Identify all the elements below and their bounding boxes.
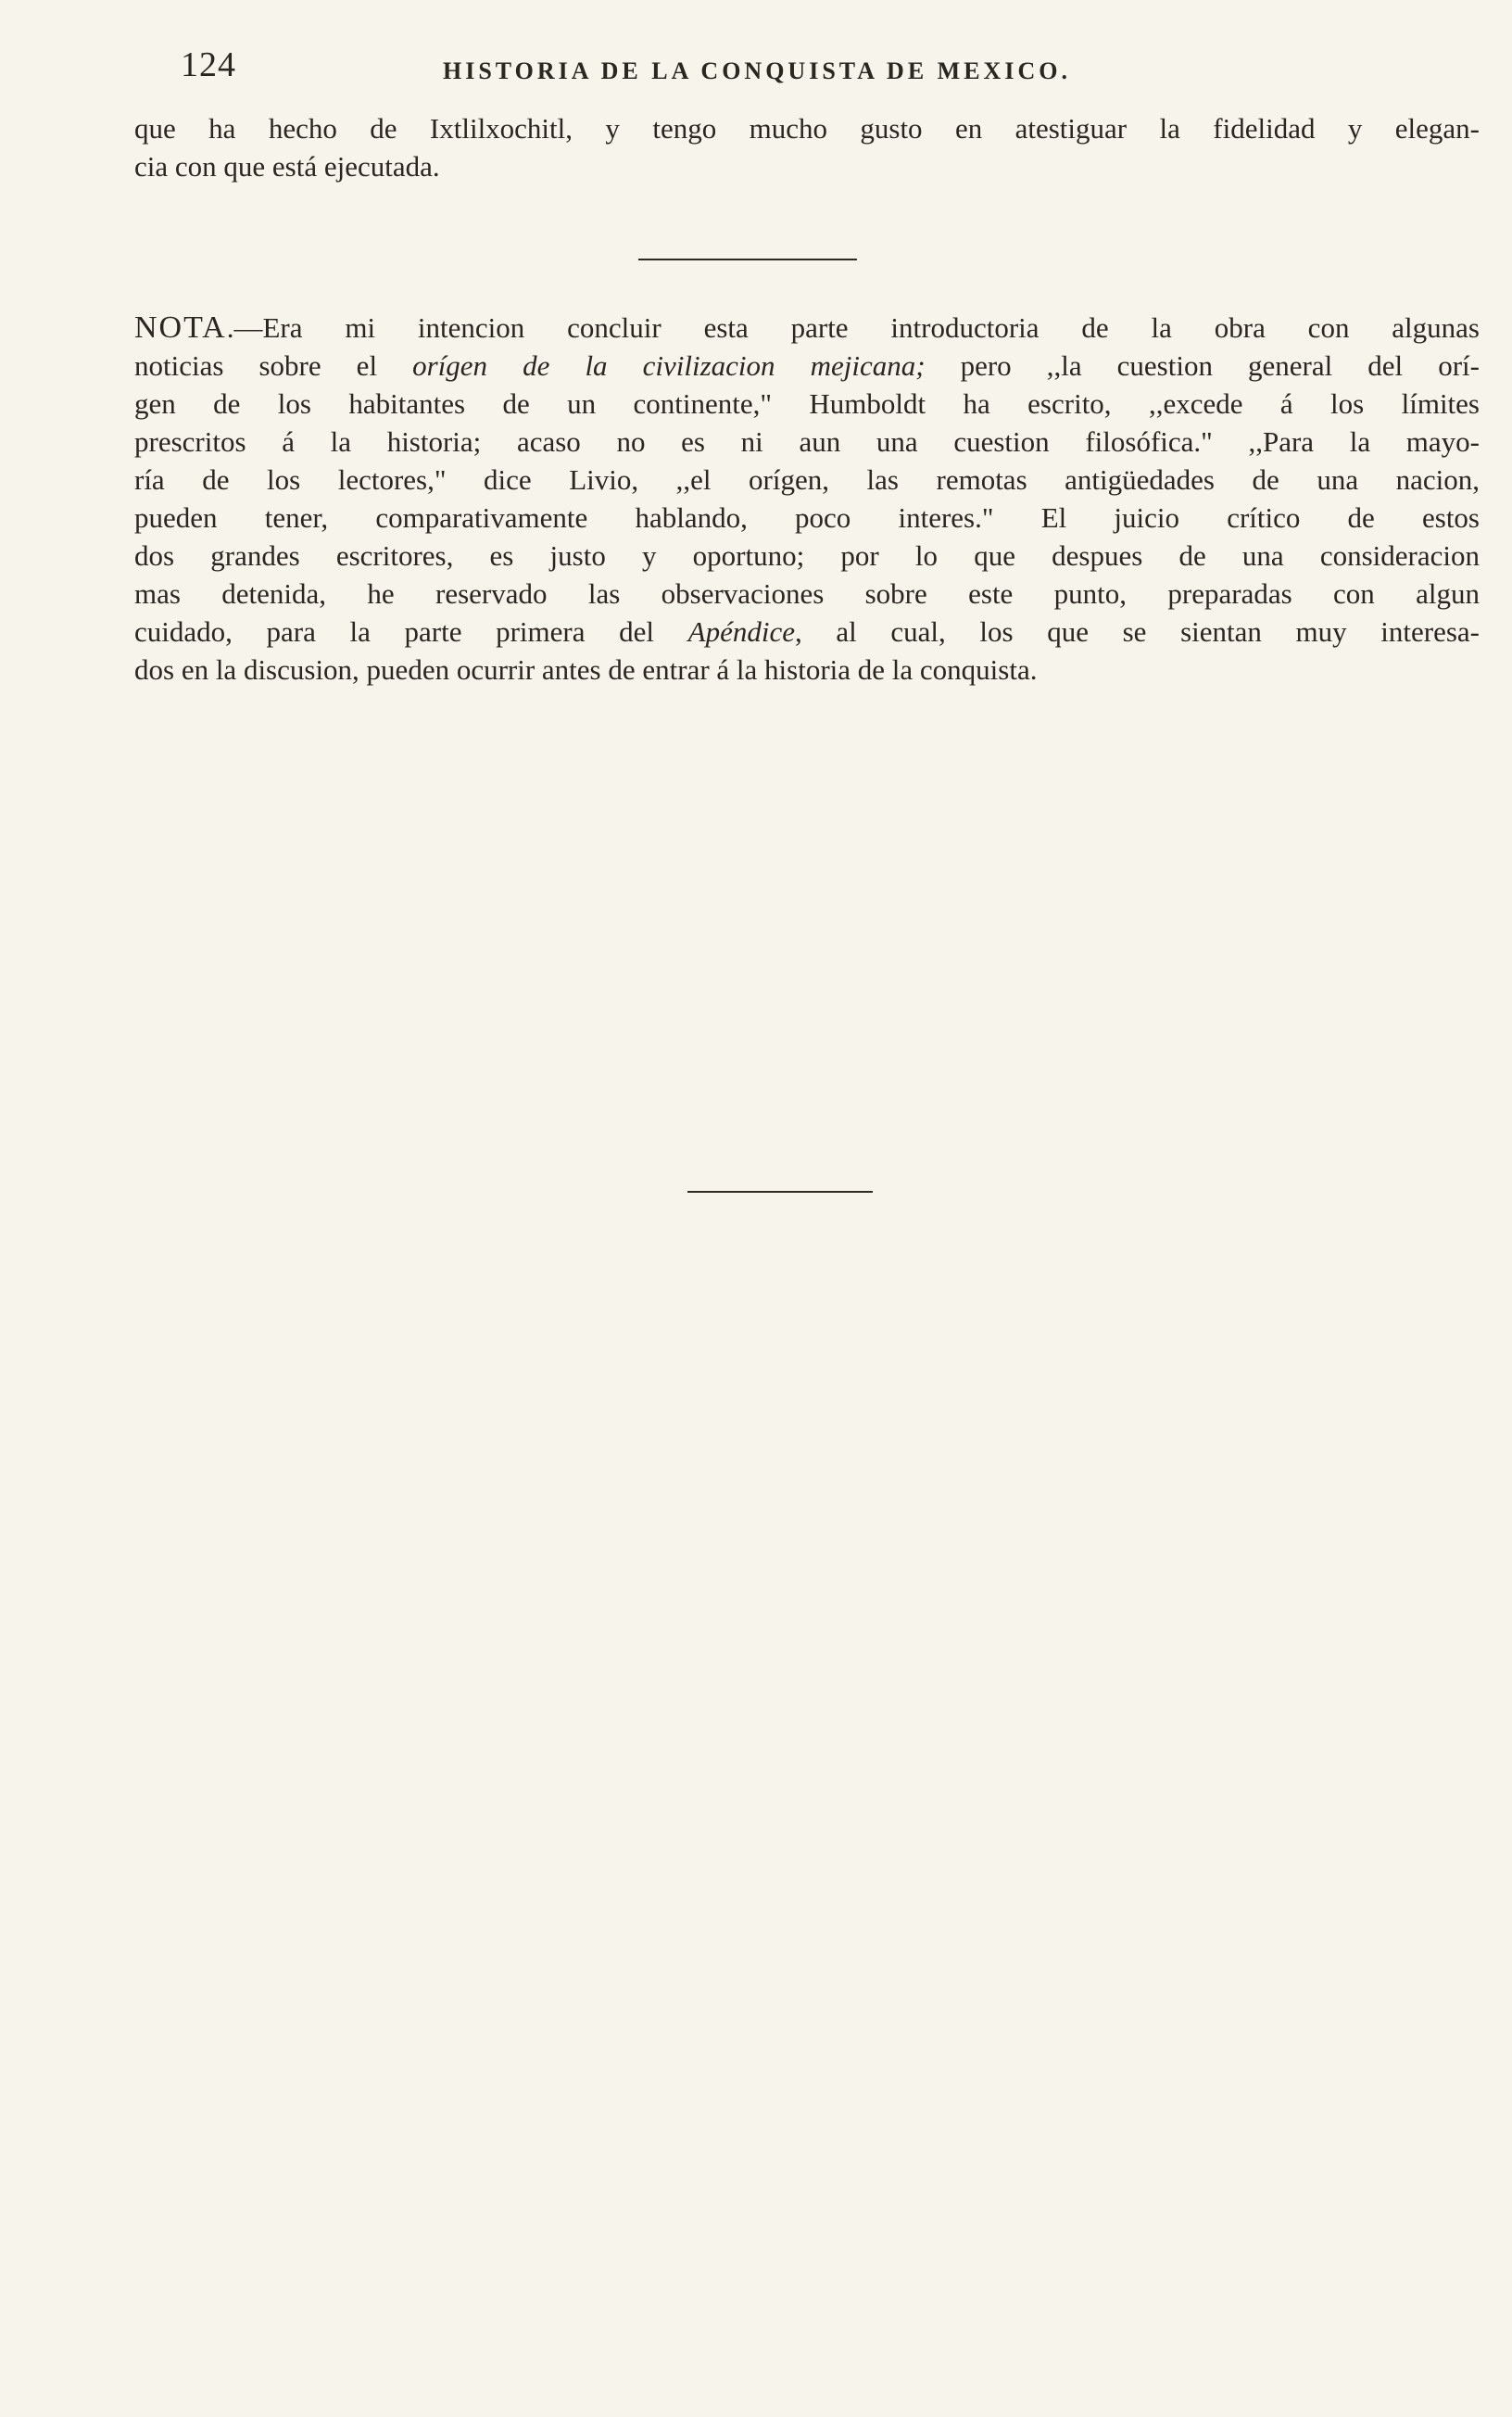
text-line: ría de los lectores," dice Livio, ,,el orígen, las remotas antigüedades de una nacion,	[134, 463, 1480, 496]
text-fragment: .—Era mi intencion concluir esta parte introductoria de la obra con algunas	[226, 311, 1480, 344]
text-line: gen de los habitantes de un continente," Humboldt ha escrito, ,,excede á los límites	[134, 387, 1480, 420]
text-line	[134, 309, 1480, 347]
text-line: pueden tener, comparativamente hablando, poco interes." El juicio crítico de estos	[134, 501, 1480, 534]
italic-phrase: orígen de la civilizacion mejicana;	[412, 349, 926, 382]
text-line: cia con que está ejecutada.	[134, 150, 440, 183]
text-fragment: , al cual, los que se sientan muy interesa-	[794, 615, 1480, 648]
text-fragment: pero ,,la cuestion general del orí-	[925, 349, 1480, 382]
text-line: dos en la discusion, pueden ocurrir antes de entrar á la historia de la conquista.	[134, 653, 1038, 686]
text-line: dos grandes escritores, es justo y oportuno; por lo que despues de una consideracion	[134, 539, 1480, 572]
italic-phrase: Apéndice	[687, 615, 795, 648]
running-title: HISTORIA DE LA CONQUISTA DE MEXICO.	[443, 57, 1071, 84]
text-line	[134, 347, 1480, 385]
text-line: prescritos á la historia; acaso no es ni aun una cuestion filosófica." ,,Para la mayo-	[134, 425, 1480, 458]
note-label: NOTA	[134, 310, 227, 345]
text-fragment: noticias sobre el	[134, 349, 413, 382]
text-fragment: cuidado, para la parte primera del	[134, 615, 688, 648]
page-header	[181, 39, 1343, 95]
page-number: 124	[181, 45, 236, 84]
continuation-paragraph	[134, 109, 1480, 185]
end-divider	[687, 1191, 873, 1193]
text-line	[134, 613, 1480, 651]
text-line: que ha hecho de Ixtlilxochitl, y tengo mucho gusto en atestiguar la fidelidad y elegan-	[134, 112, 1480, 145]
note-paragraph	[134, 309, 1480, 689]
text-line: mas detenida, he reservado las observaciones sobre este punto, preparadas con algun	[134, 577, 1480, 610]
section-divider	[638, 259, 857, 260]
